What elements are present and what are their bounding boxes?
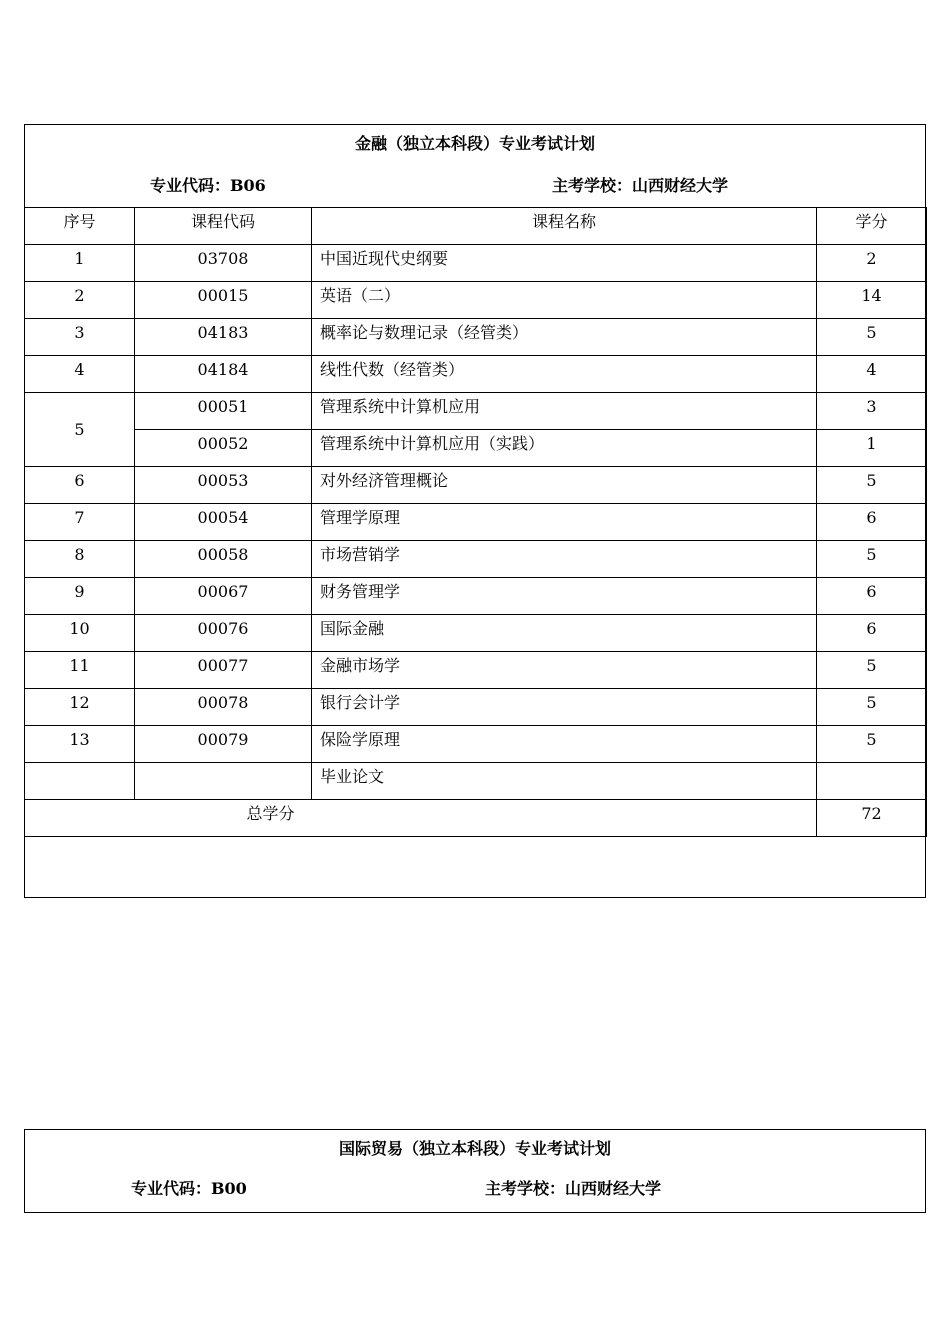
- row-name: 保险学原理: [312, 726, 817, 763]
- row-name: 英语（二）: [312, 282, 817, 319]
- table-row: [25, 356, 927, 393]
- row-code: 00052: [135, 430, 312, 467]
- exam-plan-finance: [24, 124, 926, 898]
- table-row: [25, 541, 927, 578]
- header-course-code: 课程代码: [135, 208, 312, 245]
- row-seq: 3: [25, 319, 135, 356]
- row-credit: 4: [817, 356, 927, 393]
- row-name: 管理学原理: [312, 504, 817, 541]
- table-row: [25, 578, 927, 615]
- row-code: 00078: [135, 689, 312, 726]
- row-seq: 4: [25, 356, 135, 393]
- row-code: 04184: [135, 356, 312, 393]
- row-name: 金融市场学: [312, 652, 817, 689]
- row-seq: 13: [25, 726, 135, 763]
- row-seq: [25, 763, 135, 800]
- row-seq: 7: [25, 504, 135, 541]
- row-credit: 6: [817, 504, 927, 541]
- row-name: 中国近现代史纲要: [312, 245, 817, 282]
- row-name: 国际金融: [312, 615, 817, 652]
- row-code: 04183: [135, 319, 312, 356]
- row-credit: 5: [817, 689, 927, 726]
- table-row: [25, 689, 927, 726]
- row-seq: 12: [25, 689, 135, 726]
- table-row: [25, 615, 927, 652]
- row-credit: 2: [817, 245, 927, 282]
- table-header-row: [25, 208, 927, 245]
- total-label: 总学分: [25, 800, 817, 837]
- row-name: 财务管理学: [312, 578, 817, 615]
- row-credit: [817, 763, 927, 800]
- row-name: 线性代数（经管类）: [312, 356, 817, 393]
- table-row: [25, 504, 927, 541]
- row-name: 管理系统中计算机应用（实践）: [312, 430, 817, 467]
- table-row: [25, 282, 927, 319]
- total-row: [25, 800, 927, 837]
- row-credit: 5: [817, 467, 927, 504]
- table-row: [25, 319, 927, 356]
- row-credit: 5: [817, 726, 927, 763]
- row-name: 市场营销学: [312, 541, 817, 578]
- plan-title: 金融（独立本科段）专业考试计划: [354, 134, 595, 153]
- table-row: [25, 763, 927, 800]
- exam-school: 主考学校：山西财经大学: [485, 1179, 662, 1198]
- row-name: 对外经济管理概论: [312, 467, 817, 504]
- header-credit: 学分: [817, 208, 927, 245]
- row-code: 03708: [135, 245, 312, 282]
- row-name: 银行会计学: [312, 689, 817, 726]
- plan-title: 国际贸易（独立本科段）专业考试计划: [338, 1139, 611, 1158]
- plan-meta: [25, 1168, 925, 1208]
- total-value: 72: [817, 800, 927, 837]
- row-code: 00058: [135, 541, 312, 578]
- header-course-name: 课程名称: [312, 208, 817, 245]
- row-seq: 9: [25, 578, 135, 615]
- major-code: 专业代码：B06: [150, 176, 266, 195]
- row-seq: 11: [25, 652, 135, 689]
- row-code: 00079: [135, 726, 312, 763]
- row-seq: 8: [25, 541, 135, 578]
- row-code: 00067: [135, 578, 312, 615]
- row-name: 毕业论文: [312, 763, 817, 800]
- row-credit: 3: [817, 393, 927, 430]
- row-code: [135, 763, 312, 800]
- table-row: [25, 467, 927, 504]
- table-row: [25, 726, 927, 763]
- row-seq: 6: [25, 467, 135, 504]
- row-code: 00054: [135, 504, 312, 541]
- major-code: 专业代码：B00: [131, 1179, 247, 1198]
- notes-area: [25, 837, 925, 897]
- row-seq: 2: [25, 282, 135, 319]
- exam-plan-international-trade: [24, 1129, 926, 1213]
- row-name: 概率论与数理记录（经管类）: [312, 319, 817, 356]
- row-code: 00053: [135, 467, 312, 504]
- row-name: 管理系统中计算机应用: [312, 393, 817, 430]
- row-seq: 5: [25, 393, 135, 467]
- row-credit: 1: [817, 430, 927, 467]
- table-row: [25, 245, 927, 282]
- row-code: 00077: [135, 652, 312, 689]
- row-seq: 1: [25, 245, 135, 282]
- table-row: [25, 652, 927, 689]
- row-credit: 6: [817, 578, 927, 615]
- row-code: 00051: [135, 393, 312, 430]
- course-table: [24, 207, 927, 837]
- row-credit: 5: [817, 541, 927, 578]
- row-credit: 14: [817, 282, 927, 319]
- row-code: 00076: [135, 615, 312, 652]
- exam-school: 主考学校：山西财经大学: [552, 176, 729, 195]
- table-row: [25, 393, 927, 430]
- header-seq: 序号: [25, 208, 135, 245]
- row-seq: 10: [25, 615, 135, 652]
- row-credit: 5: [817, 319, 927, 356]
- row-credit: 5: [817, 652, 927, 689]
- row-code: 00015: [135, 282, 312, 319]
- plan-meta: [25, 163, 925, 207]
- row-credit: 6: [817, 615, 927, 652]
- table-row: [25, 430, 927, 467]
